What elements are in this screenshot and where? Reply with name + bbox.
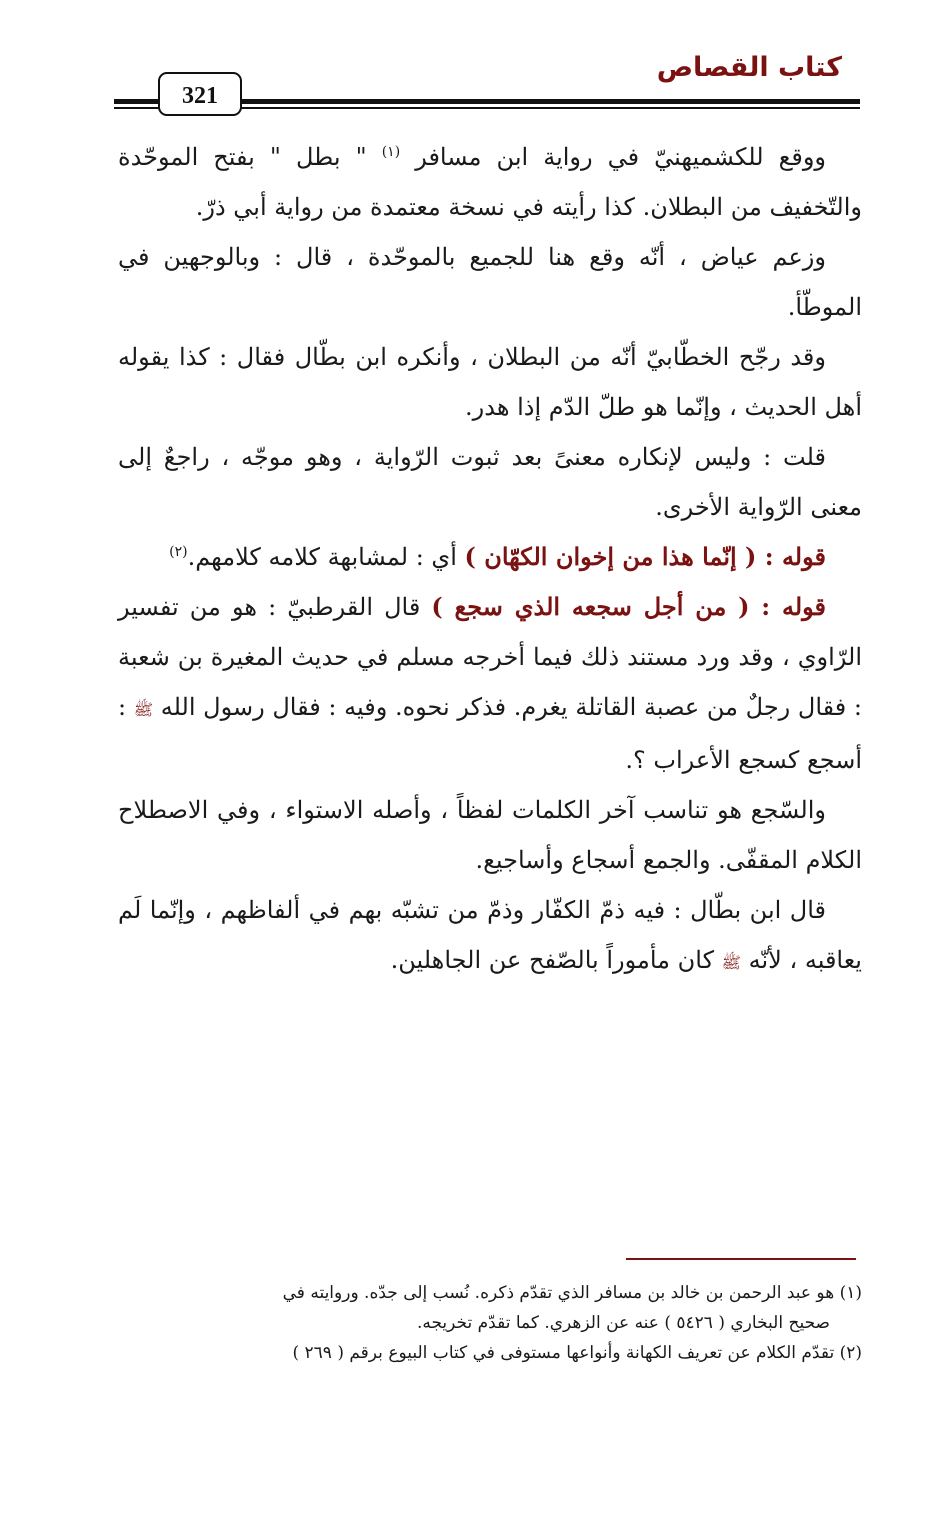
paragraph-text: قال ابن بطّال : فيه ذمّ الكفّار وذمّ من تشبّه بهم في ألفاظهم ، وإنّما لَم يعاقبه ، لأنّه <box>118 896 862 974</box>
footnote <box>118 1278 862 1308</box>
paragraph <box>118 332 862 432</box>
paragraph-text: " بطل " بفتح الموحّدة والتّخفيف من البطلان. كذا رأيته في نسخة معتمدة من رواية أبي ذرّ. <box>118 143 862 221</box>
paragraph <box>118 582 862 785</box>
paragraph-text: وزعم عياض ، أنّه وقع هنا للجميع بالموحّدة ، قال : وبالوجهين في الموطّأ. <box>118 243 862 321</box>
paragraph-text: قال القرطبيّ : هو من تفسير الرّاوي ، وقد ورد مستند ذلك فيما أخرجه مسلم في حديث المغيرة بن شعبة : فقال رجلٌ من عصبة القاتلة يغرم. فذكر نحوه. وفيه : فقال رسول الله <box>118 593 863 721</box>
main-text <box>118 132 862 988</box>
paragraph-text: ووقع للكشميهنيّ في رواية ابن مسافر <box>400 143 826 171</box>
paragraph-text: وقد رجّح الخطّابيّ أنّه من البطلان ، وأنكره ابن بطّال فقال : كذا يقوله أهل الحديث ، وإنّما هو طلّ الدّم إذا هدر. <box>118 343 862 421</box>
chapter-title: كتاب القصاص <box>656 52 842 83</box>
quoted-phrase: قوله : ( إنّما هذا من إخوان الكهّان ) <box>464 542 826 571</box>
paragraph-text: والسّجع هو تناسب آخر الكلمات لفظاً ، وأصله الاستواء ، وفي الاصطلاح الكلام المقفّى. والجمع أسجاع وأساجيع. <box>118 796 862 874</box>
footnotes <box>118 1278 862 1368</box>
paragraph <box>118 785 862 885</box>
paragraph-text: : أسجع كسجع الأعراب ؟. <box>118 693 862 774</box>
footnote-text: تقدّم الكلام عن تعريف الكهانة وأنواعها مستوفى في كتاب البيوع برقم ( ٢٦٩ ) <box>292 1343 835 1363</box>
salutation-glyph: ﷺ <box>133 700 154 719</box>
paragraph <box>118 532 862 582</box>
footnote <box>118 1338 862 1368</box>
paragraph <box>118 132 862 232</box>
footnote-text: هو عبد الرحمن بن خالد بن مسافر الذي تقدّم ذكره. نُسب إلى جدّه. وروايته في <box>282 1283 835 1303</box>
salutation-glyph: ﷺ <box>721 953 741 972</box>
paragraph <box>118 232 862 332</box>
footnote-number: (٢) <box>839 1343 862 1363</box>
paragraph <box>118 885 862 988</box>
footnote-text: صحيح البخاري ( ٥٤٢٦ ) عنه عن الزهري. كما تقدّم تخريجه. <box>416 1313 830 1333</box>
footnote-ref: (٢) <box>169 544 188 560</box>
page-number: 321 <box>158 72 242 116</box>
paragraph <box>118 432 862 532</box>
footnote-continuation <box>118 1308 862 1338</box>
paragraph-text: كان مأموراً بالصّفح عن الجاهلين. <box>390 946 722 974</box>
footnote-number: (١) <box>839 1283 862 1303</box>
page-header <box>0 0 945 130</box>
footnote-ref: (١) <box>381 144 401 160</box>
paragraph-text: أي : لمشابهة كلامه كلامهم. <box>187 543 465 571</box>
paragraph-text: قلت : وليس لإنكاره معنىً بعد ثبوت الرّواية ، وهو موجّه ، راجعٌ إلى معنى الرّواية الأخرى. <box>118 443 862 521</box>
quoted-phrase: قوله : ( من أجل سجعه الذي سجع ) <box>431 592 827 621</box>
footnote-separator <box>626 1258 856 1260</box>
